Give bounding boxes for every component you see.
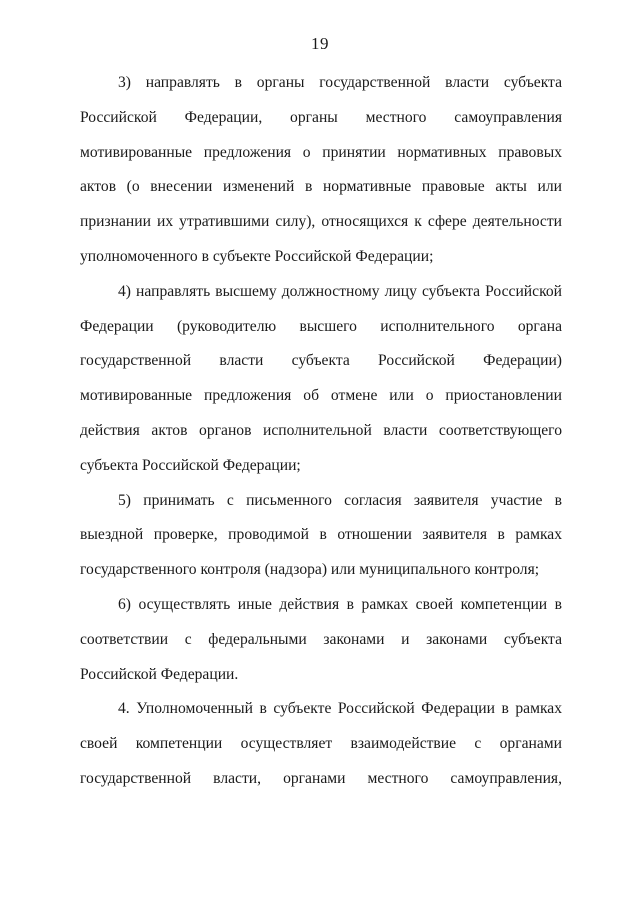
paragraph-item-3: 3) направлять в органы государственной власти субъекта Российской Федерации, органы местного самоуправления мотивированные предложения о принятии нормативных правовых актов (о внесении изменений в нормативные правовые акты или признании их утратившими силу), относящихся к сфере деятельности уполномоченного в субъекте Российской Федерации; [80,74,562,265]
paragraph-section-4: 4. Уполномоченный в субъекте Российской Федерации в рамках своей компетенции осуществляет взаимодействие с органами государственной власти, органами местного самоуправления, [80,700,562,787]
paragraph-item-6: 6) осуществлять иные действия в рамках своей компетенции в соответствии с федеральными законами и законами субъекта Российской Федерации. [80,595,562,683]
paragraph-item-5: 5) принимать с письменного согласия заявителя участие в выездной проверке, проводимой в отношении заявителя в рамках государственного контроля (надзора) или муниципального контроля; [80,491,562,579]
document-body [80,66,562,797]
page-number: 19 [311,34,329,53]
paragraph-item-4: 4) направлять высшему должностному лицу субъекта Российской Федерации (руководителю высшего исполнительного органа государственной власти субъекта Российской Федерации) мотивированные предложения об отмене или о приостановлении действия актов органов исполнительной власти соответствующего субъекта Российской Федерации; [80,282,562,474]
